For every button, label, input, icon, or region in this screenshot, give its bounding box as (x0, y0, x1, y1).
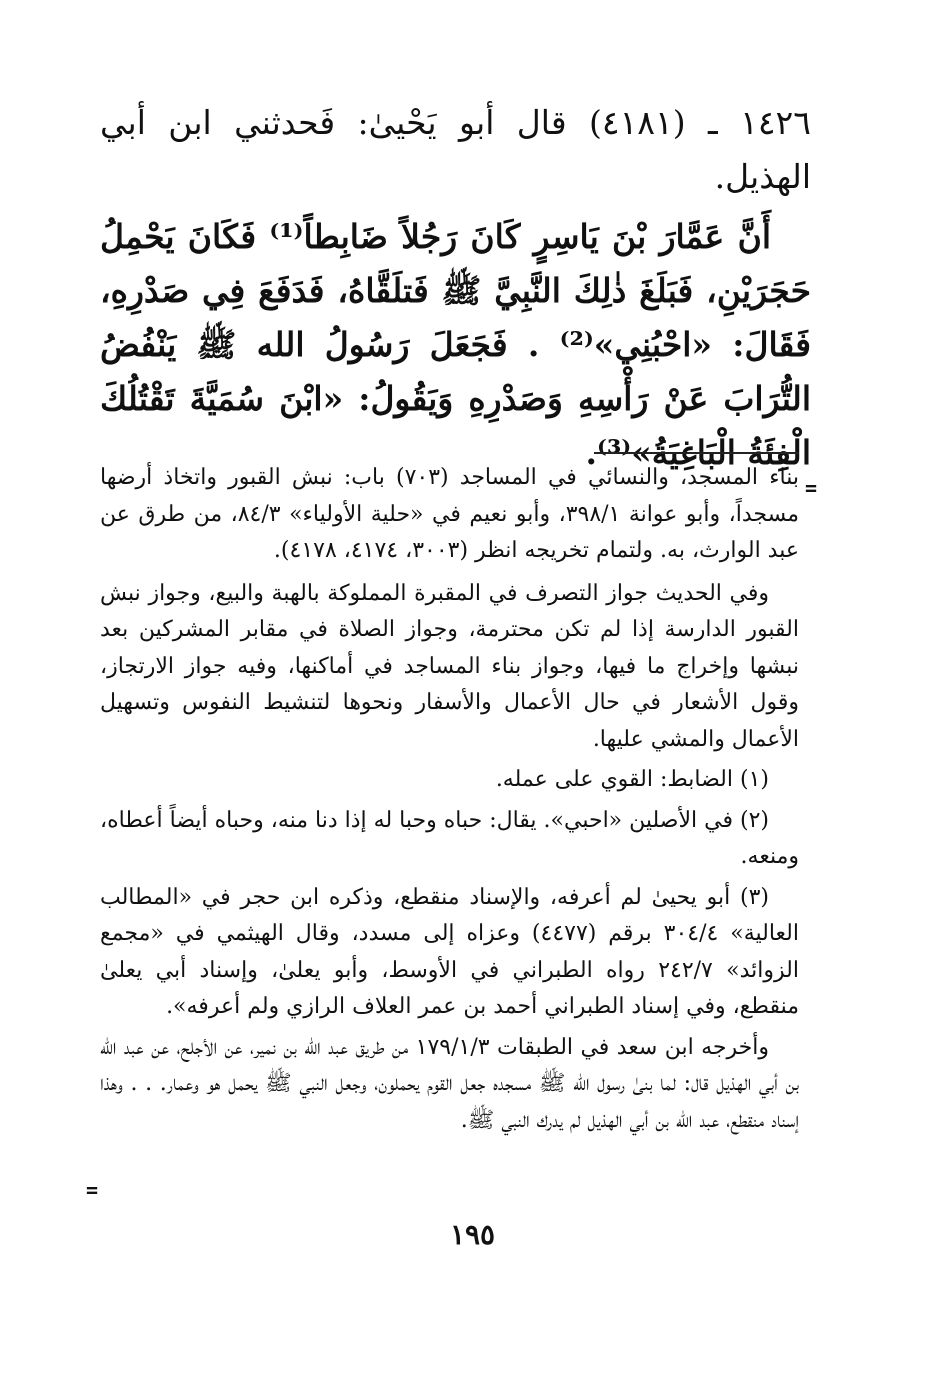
footnote-3: (٣) أبو يحيىٰ لم أعرفه، والإسناد منقطع، وذكره ابن حجر في «المطالب العالية» ٣٠٤/٤ برقم (٤٤٧٧) وعزاه إلى مسدد، وقال الهيثمي في «مجمع الزوائد» ٢٤٢/٧ رواه الطبراني في الأوسط، وأبو يعلىٰ، وإسناد أبي يعلىٰ منقطع، وفي إسناد الطبراني أحمد بن عمر العلاف الرازي ولم أعرفه». (100, 884, 799, 1019)
page-number: ١٩٥ (449, 1218, 496, 1251)
footnotes (100, 460, 799, 1143)
footnote-2: (٢) في الأصلين «احبي». يقال: حباه وحبا له إذا دنا منه، وحباه أيضاً أعطاه، ومنعه. (100, 807, 799, 869)
continuation-mark-bottom: = (86, 1178, 99, 1202)
continuation-mark-top: = (805, 476, 818, 500)
footnote-separator (594, 452, 799, 454)
hadith-body: أَنَّ عَمَّارَ بْنَ يَاسِرٍ كَانَ رَجُلاً ضَابِطاً⁽¹⁾ فَكَانَ يَحْمِلُ حَجَرَيْنِ، فَبَلَغَ ذٰلِكَ النَّبِيَّ ﷺ فَتلَقَّاهُ، فَدَفَعَ فِي صَدْرِهِ، فَقَالَ: «احْبُنِي»⁽²⁾ . فَجَعَلَ رَسُولُ الله ﷺ يَنْفُضُ التُّرَابَ عَنْ رَأْسِهِ وَصَدْرِهِ وَيَقُولُ: «ابْنَ سُمَيَّةَ تَقْتُلُكَ الْفِئَةُ الْبَاغِيَةُ»⁽³⁾. (100, 217, 811, 472)
footnote-continued: بناء المسجد، والنسائي في المساجد (٧٠٣) باب: نبش القبور واتخاذ أرضها مسجداً، وأبو عوانة ٣٩٨/١، وأبو نعيم في «حلية الأولياء» ٨٤/٣، من طرق عن عبد الوارث، به. ولتمام تخريجه انظر (٣٠٠٣، ٤١٧٤، ٤١٧٨). (100, 465, 799, 563)
hadith-heading: ١٤٢٦ ـ (٤١٨١) قال أبو يَحْيىٰ: فَحدثني ابن أبي الهذيل. (100, 103, 811, 196)
hadith-text (100, 96, 811, 480)
footnote-3-continued: وأخرجه ابن سعد في الطبقات ١٧٩/١/٣ من طريق عبد الله بن نمير، عن الأجلح، عن عبد الله بن أبي الهذيل قال: لما بنىٰ رسول الله ﷺ مسجده جعل القوم يحملون، وجعل النبي ﷺ يحمل هو وعمار. . . وهذا إسناد منقطع، عبد الله بن أبي الهذيل لم يدرك النبي ﷺ. (100, 1034, 799, 1133)
footnote-commentary: وفي الحديث جواز التصرف في المقبرة المملوكة بالهبة والبيع، وجواز نبش القبور الدارسة إذا لم تكن محترمة، وجواز الصلاة في مقابر المشركين بعد نبشها وإخراج ما فيها، وجواز بناء المساجد في أماكنها، وفيه جواز الارتجاز، وقول الأشعار في حال الأعمال والأسفار ونحوها لتنشيط النفوس وتسهيل الأعمال والمشي عليها. (100, 580, 799, 752)
footnote-1: (١) الضابط: القوي على عمله. (495, 767, 769, 792)
